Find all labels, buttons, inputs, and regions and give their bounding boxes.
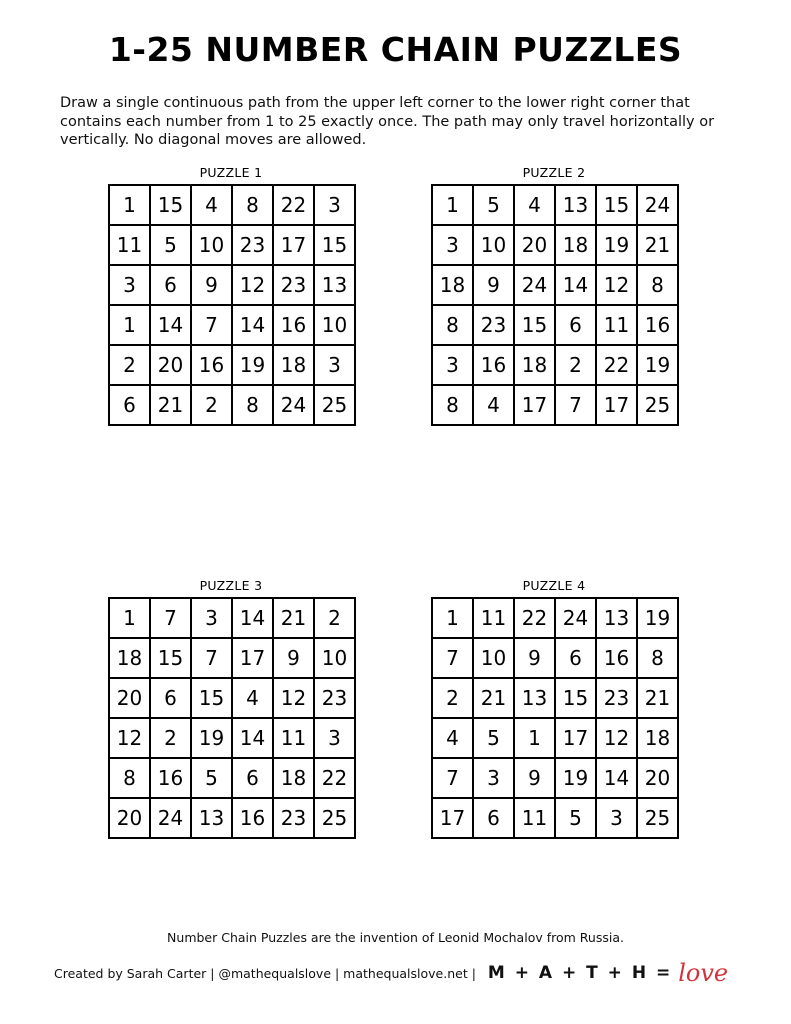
grid-cell: 18 <box>433 266 474 306</box>
instructions-text: Draw a single continuous path from the upper left corner to the lower right corner that contains each number from 1 to 25 exactly once. The path may only travel horizontally or vertically. No diagonal moves are allowed. <box>60 95 715 148</box>
grid-cell: 23 <box>474 306 515 346</box>
grid-cell: 1 <box>433 186 474 226</box>
brand-letters: M + A + T + H = <box>487 963 673 983</box>
grid-cell: 19 <box>556 759 597 799</box>
grid-cell: 10 <box>315 306 356 346</box>
grid-cell: 8 <box>638 266 679 306</box>
grid-cell: 19 <box>192 719 233 759</box>
grid-cell: 5 <box>151 226 192 266</box>
grid-cell: 25 <box>638 799 679 839</box>
grid-cell: 9 <box>515 639 556 679</box>
grid-cell: 12 <box>233 266 274 306</box>
grid-cell: 3 <box>433 226 474 266</box>
grid-cell: 8 <box>233 186 274 226</box>
puzzle-label: PUZZLE 4 <box>522 578 586 593</box>
grid-cell: 1 <box>433 599 474 639</box>
grid-cell: 16 <box>474 346 515 386</box>
grid-cell: 4 <box>192 186 233 226</box>
grid-cell: 16 <box>151 759 192 799</box>
grid-cell: 15 <box>515 306 556 346</box>
grid-cell: 11 <box>110 226 151 266</box>
grid-cell: 9 <box>474 266 515 306</box>
grid-cell: 19 <box>638 346 679 386</box>
grid-cell: 21 <box>274 599 315 639</box>
puzzle-label: PUZZLE 1 <box>199 165 263 180</box>
grid-cell: 17 <box>433 799 474 839</box>
grid-cell: 16 <box>597 639 638 679</box>
grid-cell: 18 <box>556 226 597 266</box>
grid-cell: 1 <box>515 719 556 759</box>
grid-cell: 4 <box>433 719 474 759</box>
grid-cell: 22 <box>597 346 638 386</box>
grid-cell: 16 <box>233 799 274 839</box>
grid-cell: 19 <box>233 346 274 386</box>
grid-cell: 14 <box>597 759 638 799</box>
grid-cell: 11 <box>515 799 556 839</box>
grid-cell: 14 <box>151 306 192 346</box>
grid-cell: 17 <box>233 639 274 679</box>
grid-cell: 8 <box>433 386 474 426</box>
grid-cell: 2 <box>433 679 474 719</box>
grid-cell: 23 <box>597 679 638 719</box>
grid-cell: 14 <box>233 599 274 639</box>
grid-cell: 17 <box>274 226 315 266</box>
puzzle-1 <box>108 165 354 426</box>
grid-cell: 10 <box>192 226 233 266</box>
grid-cell: 6 <box>110 386 151 426</box>
grid-cell: 3 <box>315 186 356 226</box>
grid-cell: 2 <box>192 386 233 426</box>
grid-cell: 17 <box>515 386 556 426</box>
grid-cell: 9 <box>274 639 315 679</box>
grid-cell: 5 <box>474 186 515 226</box>
grid-cell: 12 <box>274 679 315 719</box>
grid-cell: 4 <box>515 186 556 226</box>
grid-cell: 7 <box>151 599 192 639</box>
grid-cell: 15 <box>597 186 638 226</box>
grid-cell: 12 <box>110 719 151 759</box>
grid-cell: 25 <box>315 386 356 426</box>
grid-cell: 3 <box>597 799 638 839</box>
puzzle-3 <box>108 578 354 839</box>
grid-cell: 3 <box>315 346 356 386</box>
grid-cell: 1 <box>110 599 151 639</box>
grid-cell: 1 <box>110 306 151 346</box>
grid-cell: 24 <box>151 799 192 839</box>
grid-cell: 24 <box>556 599 597 639</box>
grid-cell: 13 <box>597 599 638 639</box>
grid-cell: 21 <box>638 679 679 719</box>
grid-cell: 20 <box>515 226 556 266</box>
grid-cell: 5 <box>474 719 515 759</box>
grid-cell: 4 <box>233 679 274 719</box>
grid-cell: 13 <box>515 679 556 719</box>
grid-cell: 21 <box>638 226 679 266</box>
puzzle-grid <box>431 184 679 426</box>
grid-cell: 12 <box>597 266 638 306</box>
footer-credit-line <box>54 960 728 986</box>
grid-cell: 6 <box>151 266 192 306</box>
grid-cell: 8 <box>233 386 274 426</box>
grid-cell: 13 <box>556 186 597 226</box>
grid-cell: 10 <box>474 639 515 679</box>
grid-cell: 10 <box>474 226 515 266</box>
grid-cell: 2 <box>556 346 597 386</box>
grid-cell: 23 <box>274 799 315 839</box>
grid-cell: 18 <box>110 639 151 679</box>
grid-cell: 16 <box>192 346 233 386</box>
grid-cell: 22 <box>315 759 356 799</box>
grid-cell: 3 <box>433 346 474 386</box>
grid-cell: 11 <box>597 306 638 346</box>
grid-cell: 18 <box>274 759 315 799</box>
grid-cell: 14 <box>556 266 597 306</box>
grid-cell: 20 <box>110 799 151 839</box>
grid-cell: 18 <box>515 346 556 386</box>
grid-cell: 19 <box>597 226 638 266</box>
grid-cell: 11 <box>474 599 515 639</box>
grid-cell: 15 <box>192 679 233 719</box>
grid-cell: 2 <box>110 346 151 386</box>
grid-cell: 4 <box>474 386 515 426</box>
grid-cell: 2 <box>151 719 192 759</box>
grid-cell: 5 <box>556 799 597 839</box>
grid-cell: 15 <box>556 679 597 719</box>
grid-cell: 21 <box>474 679 515 719</box>
grid-cell: 8 <box>433 306 474 346</box>
grid-cell: 6 <box>233 759 274 799</box>
grid-cell: 24 <box>515 266 556 306</box>
grid-cell: 20 <box>110 679 151 719</box>
grid-cell: 16 <box>638 306 679 346</box>
grid-cell: 22 <box>274 186 315 226</box>
puzzle-label: PUZZLE 3 <box>199 578 263 593</box>
grid-cell: 19 <box>638 599 679 639</box>
footer-note: Number Chain Puzzles are the invention of Leonid Mochalov from Russia. <box>167 930 624 945</box>
grid-cell: 3 <box>192 599 233 639</box>
grid-cell: 7 <box>192 306 233 346</box>
grid-cell: 6 <box>556 306 597 346</box>
grid-cell: 3 <box>110 266 151 306</box>
puzzle-4 <box>431 578 677 839</box>
grid-cell: 3 <box>474 759 515 799</box>
puzzle-2 <box>431 165 677 426</box>
grid-cell: 20 <box>151 346 192 386</box>
grid-cell: 14 <box>233 306 274 346</box>
grid-cell: 9 <box>515 759 556 799</box>
grid-cell: 22 <box>515 599 556 639</box>
grid-cell: 24 <box>638 186 679 226</box>
grid-cell: 9 <box>192 266 233 306</box>
grid-cell: 17 <box>556 719 597 759</box>
grid-cell: 17 <box>597 386 638 426</box>
grid-cell: 18 <box>638 719 679 759</box>
grid-cell: 5 <box>192 759 233 799</box>
brand-logo <box>488 959 728 987</box>
grid-cell: 24 <box>274 386 315 426</box>
grid-cell: 2 <box>315 599 356 639</box>
grid-cell: 12 <box>597 719 638 759</box>
grid-cell: 15 <box>151 186 192 226</box>
grid-cell: 14 <box>233 719 274 759</box>
credit-text: Created by Sarah Carter | @mathequalslove | mathequalslove.net | <box>54 965 476 981</box>
grid-cell: 6 <box>151 679 192 719</box>
grid-cell: 13 <box>192 799 233 839</box>
puzzle-label: PUZZLE 2 <box>522 165 586 180</box>
grid-cell: 15 <box>151 639 192 679</box>
grid-cell: 7 <box>433 639 474 679</box>
grid-cell: 23 <box>233 226 274 266</box>
brand-love: love <box>678 959 729 987</box>
grid-cell: 25 <box>315 799 356 839</box>
page-title: 1-25 NUMBER CHAIN PUZZLES <box>108 30 683 69</box>
grid-cell: 7 <box>192 639 233 679</box>
puzzle-grid <box>108 597 356 839</box>
grid-cell: 1 <box>110 186 151 226</box>
grid-cell: 11 <box>274 719 315 759</box>
grid-cell: 10 <box>315 639 356 679</box>
grid-cell: 8 <box>110 759 151 799</box>
grid-cell: 18 <box>274 346 315 386</box>
grid-cell: 6 <box>474 799 515 839</box>
grid-cell: 21 <box>151 386 192 426</box>
grid-cell: 25 <box>638 386 679 426</box>
grid-cell: 23 <box>274 266 315 306</box>
grid-cell: 23 <box>315 679 356 719</box>
grid-cell: 7 <box>556 386 597 426</box>
grid-cell: 15 <box>315 226 356 266</box>
grid-cell: 13 <box>315 266 356 306</box>
puzzle-grid <box>431 597 679 839</box>
grid-cell: 6 <box>556 639 597 679</box>
grid-cell: 7 <box>433 759 474 799</box>
grid-cell: 16 <box>274 306 315 346</box>
grid-cell: 3 <box>315 719 356 759</box>
grid-cell: 20 <box>638 759 679 799</box>
puzzle-grid <box>108 184 356 426</box>
grid-cell: 8 <box>638 639 679 679</box>
